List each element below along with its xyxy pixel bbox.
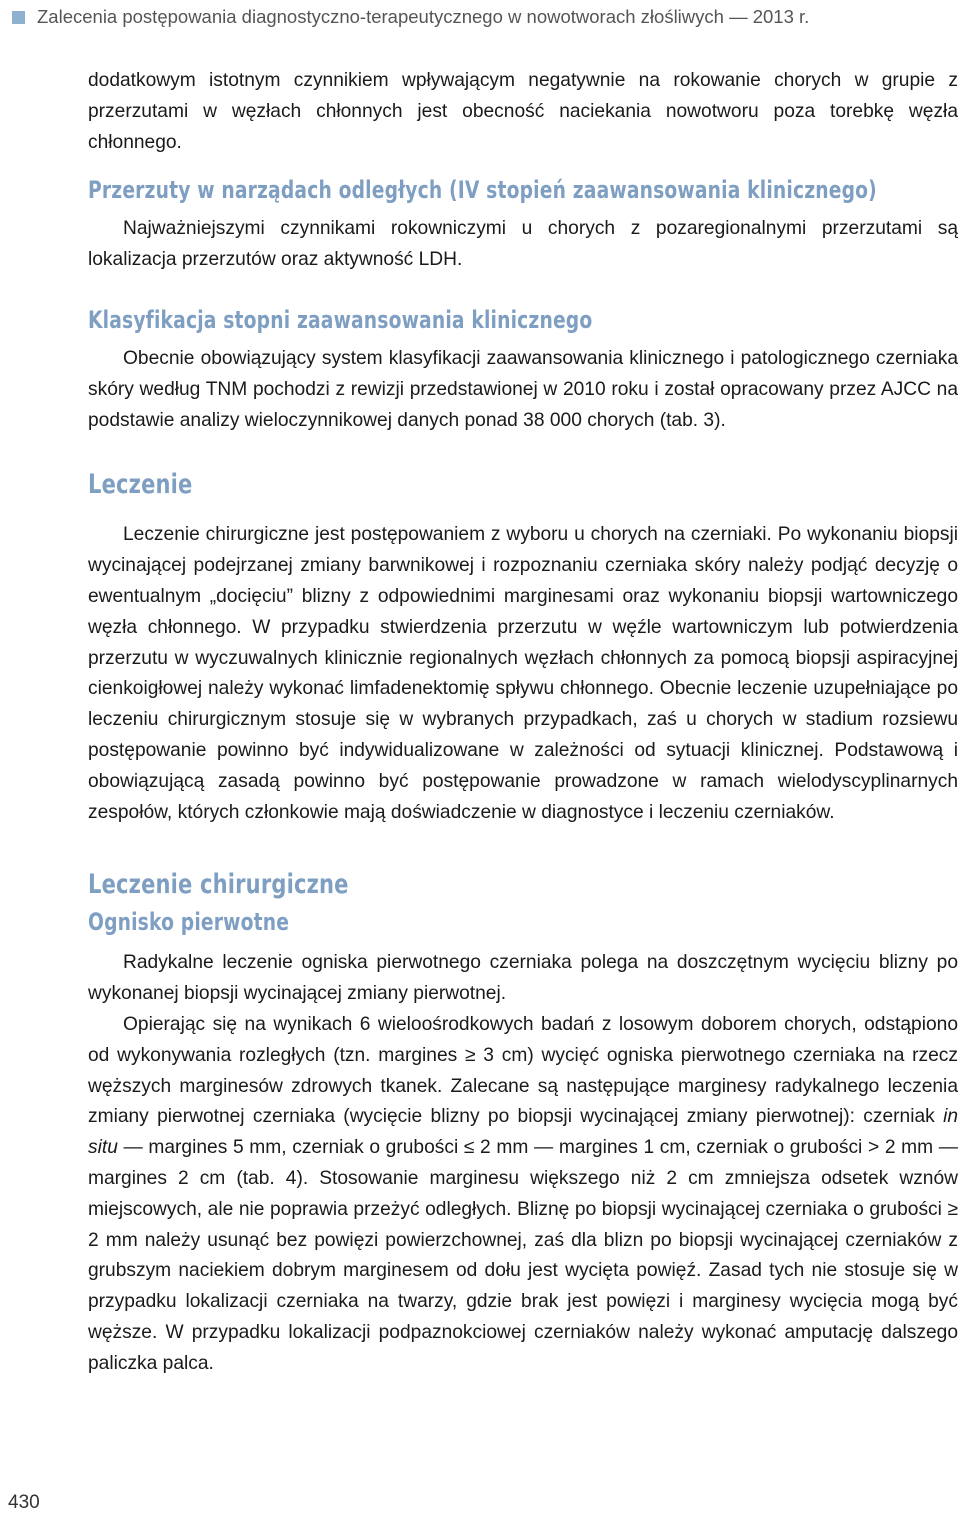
article-body — [88, 66, 958, 1380]
paragraph-primary-lesion-1: Radykalne leczenie ogniska pierwotnego czerniaka polega na doszczętnym wycięciu blizny po wykonanej biopsji wycinającej zmiany pierwotnej. — [88, 952, 958, 1005]
paragraph-distant-metastases: Najważniejszymi czynnikami rokowniczymi u chorych z pozaregionalnymi przerzutami są lokalizacja przerzutów oraz aktywność LDH. — [88, 218, 958, 271]
paragraph-treatment: Leczenie chirurgiczne jest postępowaniem z wyboru u chorych na czerniaki. Po wykonaniu biopsji wycinającej podejrzanej zmiany barwnikowej i rozpoznaniu czerniaka skóry należy podjąć decyzję o ewentualnym „docięciu” blizny z odpowiednimi marginesami oraz wykonaniu biopsji wartowniczego węzła chłonnego. W przypadku stwierdzenia przerzutu w węźle wartowniczym lub potwierdzenia przerzutu w wyczuwalnych klinicznie regionalnych węzłach chłonnych za pomocą biopsji aspiracyjnej cienkoigłowej należy wykonać limfadenektomię spływu chłonnego. Obecnie leczenie uzupełniające po leczeniu chirurgicznym stosuje się w wybranych przypadkach, zaś u chorych w stadium rozsiewu postępowanie powinno być indywidualizowane w zależności od sytuacji klinicznej. Podstawową i obowiązującą zasadą powinno być postępowanie prowadzone w ramach wielodyscyplinarnych zespołów, których członkowie mają doświadczenie w diagnostyce i leczeniu czerniaków. — [88, 524, 958, 823]
heading-distant-metastases: Przerzuty w narządach odległych (IV stopień zaawansowania klinicznego) — [88, 176, 877, 205]
heading-primary-lesion: Ognisko pierwotne — [88, 908, 290, 937]
heading-treatment: Leczenie — [88, 469, 193, 501]
header-square-icon — [12, 11, 25, 24]
paragraph-classification: Obecnie obowiązujący system klasyfikacji zaawansowania klinicznego i patologicznego czerniaka skóry według TNM pochodzi z rewizji przedstawionej w 2010 roku i został opracowany przez AJCC na podstawie analizy wieloczynnikowej danych ponad 38 000 chorych (tab. 3). — [88, 347, 958, 431]
in-situ-italic: in situ — [88, 1106, 958, 1159]
running-header — [12, 6, 950, 28]
running-title: Zalecenia postępowania diagnostyczno-terapeutycznego w nowotworach złośliwych — 2013 r. — [37, 6, 810, 27]
paragraph-continuation: dodatkowym istotnym czynnikiem wpływającym negatywnie na rokowanie chorych w grupie z przerzutami w węzłach chłonnych jest obecność naciekania nowotworu poza torebkę węzła chłonnego. — [88, 70, 958, 153]
heading-classification: Klasyfikacja stopni zaawansowania klinicznego — [88, 305, 593, 334]
heading-surgical-treatment: Leczenie chirurgiczne — [88, 869, 349, 901]
paragraph-primary-lesion-2-part-b: — margines 5 mm, czerniak o grubości ≤ 2 mm — margines 1 cm, czerniak o grubości > 2 mm — margines 2 cm (tab. 4). Stosowanie marginesu większego niż 2 cm zmniejsza odsetek wznów miejscowych, ale nie poprawia przeżyć odległych. Bliznę po biopsji wycinającej czerniaka o grubości ≥ 2 mm należy usunąć bez powięzi powierzchownej, zaś dla blizn po biopsji wycinającej czerniaków z grubszym naciekiem dobrym marginesem od dołu jest wycięta powięź. Zasad tych nie stosuje się w przypadku lokalizacji czerniaka na twarzy, gdzie brak jest powięzi i marginesy wycięcia mogą być węższe. W przypadku lokalizacji podpaznokciowej czerniaków należy wykonać amputację dalszego paliczka palca. — [88, 1137, 958, 1374]
paragraph-primary-lesion-2 — [88, 1010, 958, 1380]
paragraph-primary-lesion-2-part-a: Opierając się na wynikach 6 wieloośrodkowych badań z losowym doborem chorych, odstąpiono od wykonywania rozległych (tzn. margines ≥ 3 cm) wycięć ogniska pierwotnego czerniaka na rzecz węższych marginesów zdrowych tkanek. Zalecane są następujące marginesy radykalnego leczenia zmiany pierwotnej czerniaka (wycięcie blizny po biopsji wycinającej zmiany pierwotnej): czerniak — [88, 1013, 958, 1128]
page-number: 430 — [8, 1492, 40, 1513]
